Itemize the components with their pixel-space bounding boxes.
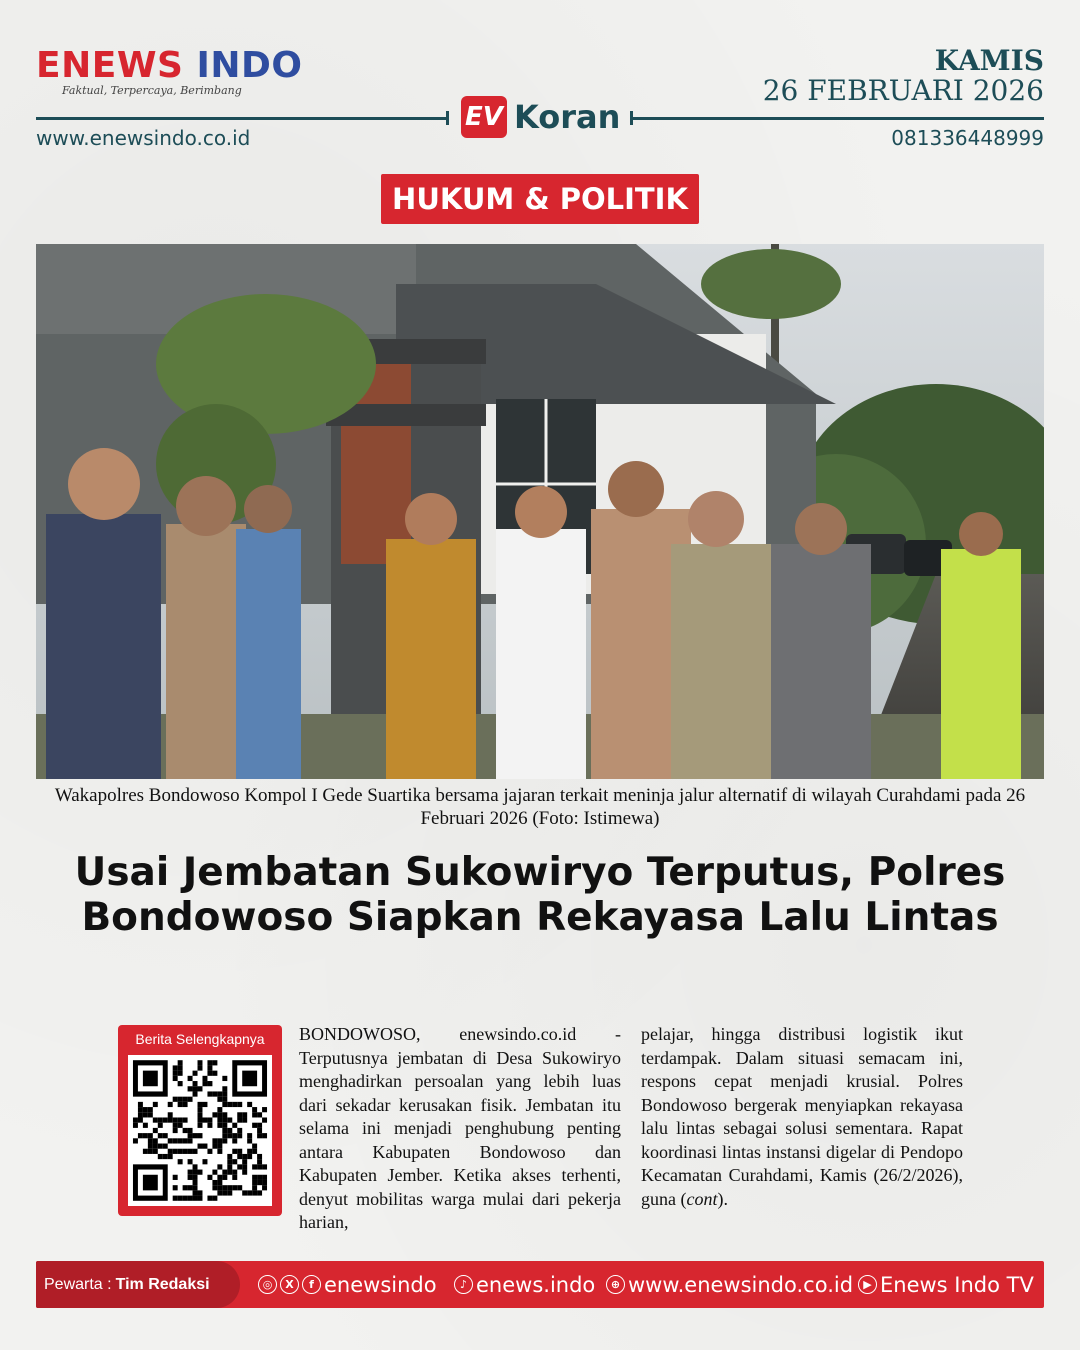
logo-word-enews: ENEWS	[36, 45, 184, 86]
issue-full-date: 26 FEBRUARI 2026	[762, 74, 1044, 107]
qr-code-icon[interactable]	[128, 1055, 272, 1206]
edition-label: Koran	[514, 98, 621, 136]
article-column-2-text: pelajar, hingga distribusi logistik ikut terdampak. Dalam situasi semacam ini, respons cepat menjadi krusial. Polres Bondowoso bergerak menyiapkan rekayasa lalu lintas sebagai solusi sementara. Rapat koordinasi lintas instansi digelar di Pendopo Kecamatan Curahdami, Kamis (26/2/2026), guna (	[641, 1024, 963, 1209]
divider-cap-left	[446, 111, 449, 125]
article-column-2-end: ).	[717, 1188, 728, 1209]
issue-day: KAMIS	[934, 44, 1044, 77]
reporter-label: Pewarta :	[44, 1275, 112, 1293]
social-handle: enewsindo	[324, 1272, 437, 1297]
photo-caption: Wakapolres Bondowoso Kompol I Gede Suartika bersama jajaran terkait meninja jalur alternatif di wilayah Curahdami pada 26 Februari 2026 (Foto: Istimewa)	[54, 785, 1026, 829]
youtube-link[interactable]	[858, 1261, 1034, 1308]
tiktok-icon: ♪	[454, 1275, 473, 1294]
photo-illustration	[36, 244, 1044, 779]
divider-cap-right	[630, 111, 633, 125]
reporter-tab	[36, 1261, 240, 1308]
footer-bar	[36, 1261, 1044, 1308]
tagline: Faktual, Terpercaya, Berimbang	[62, 84, 242, 97]
website-link[interactable]: www.enewsindo.co.id	[36, 126, 251, 150]
issue-date	[763, 46, 1044, 106]
tiktok-handle: enews.indo	[476, 1272, 596, 1297]
brand-logo[interactable]	[36, 46, 303, 97]
footer-website: www.enewsindo.co.id	[628, 1272, 854, 1297]
divider-right	[632, 117, 1044, 120]
article-headline: Usai Jembatan Sukowiryo Terputus, Polres Bondowoso Siapkan Rekayasa Lalu Lintas	[74, 850, 1006, 940]
youtube-channel: Enews Indo TV	[880, 1272, 1034, 1297]
reporter-name: Tim Redaksi	[115, 1275, 210, 1293]
qr-code-card[interactable]	[118, 1025, 282, 1216]
news-photo	[36, 244, 1044, 779]
ev-logo-icon: EV	[461, 96, 507, 138]
qr-label: Berita Selengkapnya	[135, 1031, 265, 1047]
continued-marker: cont	[686, 1188, 718, 1209]
divider-left	[36, 117, 448, 120]
globe-icon: ⊕	[606, 1275, 625, 1294]
social-handle-link[interactable]	[258, 1261, 437, 1308]
section-badge: HUKUM & POLITIK	[381, 174, 699, 224]
logo-word-indo: INDO	[196, 45, 303, 86]
instagram-icon: ◎	[258, 1275, 277, 1294]
phone-number: 081336448999	[891, 126, 1044, 150]
x-icon: X	[280, 1275, 299, 1294]
article-column-2	[641, 1023, 963, 1211]
tiktok-link[interactable]	[454, 1261, 595, 1308]
facebook-icon: f	[302, 1275, 321, 1294]
youtube-icon: ▶	[858, 1275, 877, 1294]
footer-website-link[interactable]	[606, 1261, 853, 1308]
article-column-1: BONDOWOSO, enewsindo.co.id - Terputusnya jembatan di Desa Sukowiryo menghadirkan persoalan yang lebih luas dari sekadar kerusakan fisik. Jembatan itu selama ini menjadi penghubung penting antara Kabupaten Bondowoso dan Kabupaten Jember. Ketika akses terhenti, denyut mobilitas warga mulai dari pekerja harian,	[299, 1024, 621, 1232]
